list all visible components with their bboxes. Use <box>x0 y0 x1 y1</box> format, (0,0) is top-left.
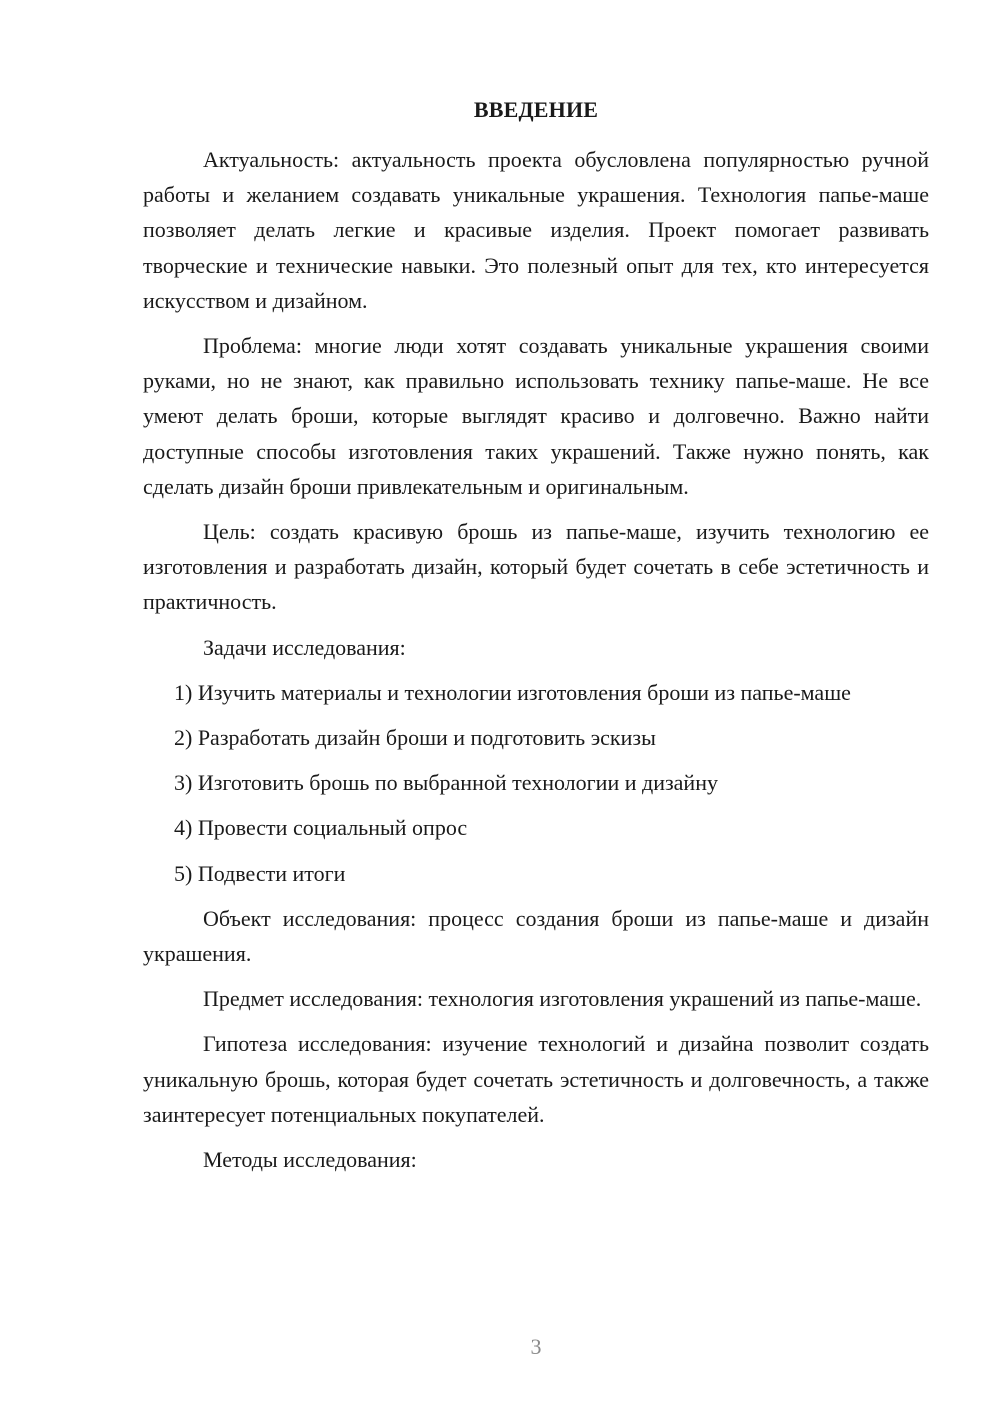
paragraph-subject: Предмет исследования: технология изготовления украшений из папье-маше. <box>203 986 922 1012</box>
tasks-list <box>143 675 929 891</box>
task-item: 5) Подвести итоги <box>174 860 346 886</box>
task-item: 1) Изучить материалы и технологии изготовления броши из папье-маше <box>174 679 851 705</box>
paragraph-object: Объект исследования: процесс создания броши из папье-маше и дизайн украшения. <box>143 905 929 967</box>
task-item: 2) Разработать дизайн броши и подготовить эскизы <box>174 725 656 751</box>
task-item: 3) Изготовить брошь по выбранной технологии и дизайну <box>174 770 718 796</box>
page-number: 3 <box>530 1334 542 1359</box>
paragraph-goal: Цель: создать красивую брошь из папье-маше, изучить технологию ее изготовления и разработать дизайн, который будет сочетать в себе эстетичность и практичность. <box>143 519 929 615</box>
methods-heading: Методы исследования: <box>203 1147 417 1173</box>
document-page <box>143 96 929 1187</box>
section-title: ВВЕДЕНИЕ <box>473 97 599 122</box>
paragraph-problem: Проблема: многие люди хотят создавать уникальные украшения своими руками, но не знают, как правильно использовать технику папье-маше. Не все умеют делать броши, которые выглядят красиво и долговечно. Важно найти доступные способы изготовления таких украшений. Также нужно понять, как сделать дизайн броши привлекательным и оригинальным. <box>143 333 929 499</box>
tasks-heading: Задачи исследования: <box>203 634 406 660</box>
paragraph-hypothesis: Гипотеза исследования: изучение технологий и дизайна позволит создать уникальную брошь, которая будет сочетать эстетичность и долговечность, а также заинтересует потенциальных покупателей. <box>143 1031 929 1127</box>
paragraph-relevance: Актуальность: актуальность проекта обусловлена популярностью ручной работы и желанием создавать уникальные украшения. Технология папье-маше позволяет делать легкие и красивые изделия. Проект помогает развивать творческие и технические навыки. Это полезный опыт для тех, кто интересуется искусством и дизайном. <box>143 147 929 313</box>
task-item: 4) Провести социальный опрос <box>174 815 468 841</box>
